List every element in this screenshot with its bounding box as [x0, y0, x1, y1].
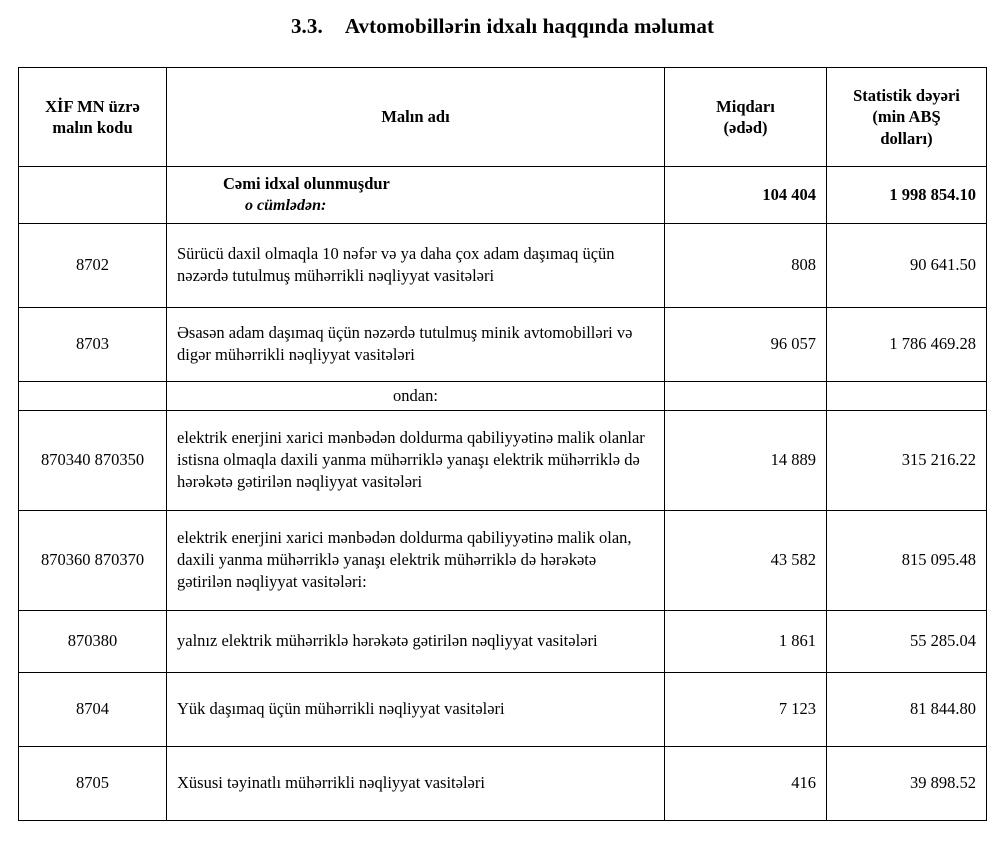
cell-code: [19, 381, 167, 410]
table-row: [19, 167, 987, 224]
cell-quantity: 14 889: [665, 410, 827, 510]
cell-quantity: 416: [665, 746, 827, 820]
cell-name: elektrik enerjini xarici mənbədən doldurma qabiliyyətinə malik olan, daxili yanma mühərriklə yanaşı elektrik mühərriklə də hərəkətə gətirilən nəqliyyat vasitələri:: [167, 510, 665, 610]
table-row: [19, 746, 987, 820]
cell-quantity: 104 404: [665, 167, 827, 224]
cell-quantity: 1 861: [665, 610, 827, 672]
cell-name: Xüsusi təyinatlı mühərrikli nəqliyyat vasitələri: [167, 746, 665, 820]
table-row: [19, 610, 987, 672]
cell-value: 39 898.52: [827, 746, 987, 820]
cell-code: 8702: [19, 223, 167, 307]
cell-value: 1 998 854.10: [827, 167, 987, 224]
cell-code: 8703: [19, 307, 167, 381]
cell-code: 870340 870350: [19, 410, 167, 510]
cell-code: 8704: [19, 672, 167, 746]
cell-value: 315 216.22: [827, 410, 987, 510]
column-header-value-line2: (min ABŞ: [872, 107, 941, 127]
column-header-code: XİF MN üzrə malın kodu: [19, 68, 167, 167]
column-header-quantity-line1: Miqdarı: [716, 96, 775, 116]
cell-name: yalnız elektrik mühərriklə hərəkətə gətirilən nəqliyyat vasitələri: [167, 610, 665, 672]
cell-value: 815 095.48: [827, 510, 987, 610]
cell-name: Sürücü daxil olmaqla 10 nəfər və ya daha çox adam daşımaq üçün nəzərdə tutulmuş mühərrikli nəqliyyat vasitələri: [167, 223, 665, 307]
column-header-quantity-line2: (ədəd): [723, 118, 768, 137]
document-page: [0, 8, 1005, 849]
table-header: [19, 68, 987, 167]
cell-name-subtext: o cümlədən:: [245, 197, 327, 215]
page-title: [0, 8, 1005, 39]
cell-name: elektrik enerjini xarici mənbədən doldurma qabiliyyətinə malik olanlar istisna olmaqla daxili yanma mühərriklə yanaşı elektrik mühərriklə də hərəkətə gətirilən nəqliyyat vasitələri: [167, 410, 665, 510]
cell-name: Əsasən adam daşımaq üçün nəzərdə tutulmuş minik avtomobilləri və digər mühərrikli nəqliyyat vasitələri: [167, 307, 665, 381]
cell-quantity: [665, 381, 827, 410]
cell-code: 8705: [19, 746, 167, 820]
table-row: [19, 307, 987, 381]
table-row: [19, 410, 987, 510]
cell-value: 81 844.80: [827, 672, 987, 746]
table-row-separator: [19, 381, 987, 410]
table-row: [19, 510, 987, 610]
cell-code: 870380: [19, 610, 167, 672]
cell-value: [827, 381, 987, 410]
table-row: [19, 672, 987, 746]
cell-name-text: Cəmi idxal olunmuşdur: [223, 174, 390, 193]
table-row: [19, 223, 987, 307]
table-header-row: [19, 68, 987, 167]
cell-name: [167, 167, 665, 224]
cell-value: 90 641.50: [827, 223, 987, 307]
cell-name: ondan:: [167, 381, 665, 410]
column-header-value-line3: dolları): [880, 128, 933, 148]
cell-name: Yük daşımaq üçün mühərrikli nəqliyyat vasitələri: [167, 672, 665, 746]
column-header-value: [827, 68, 987, 167]
cell-quantity: 808: [665, 223, 827, 307]
cell-quantity: 96 057: [665, 307, 827, 381]
cell-quantity: 7 123: [665, 672, 827, 746]
cell-quantity: 43 582: [665, 510, 827, 610]
cell-value: 1 786 469.28: [827, 307, 987, 381]
cell-code: [19, 167, 167, 224]
section-number: 3.3.: [290, 14, 323, 38]
cell-code: 870360 870370: [19, 510, 167, 610]
cell-value: 55 285.04: [827, 610, 987, 672]
import-statistics-table: [18, 67, 987, 821]
column-header-quantity: [665, 68, 827, 167]
title-text: Avtomobillərin idxalı haqqında məlumat: [344, 14, 715, 38]
column-header-value-line1: Statistik dəyəri: [853, 86, 960, 106]
column-header-name: Malın adı: [167, 68, 665, 167]
table-body: [19, 167, 987, 821]
